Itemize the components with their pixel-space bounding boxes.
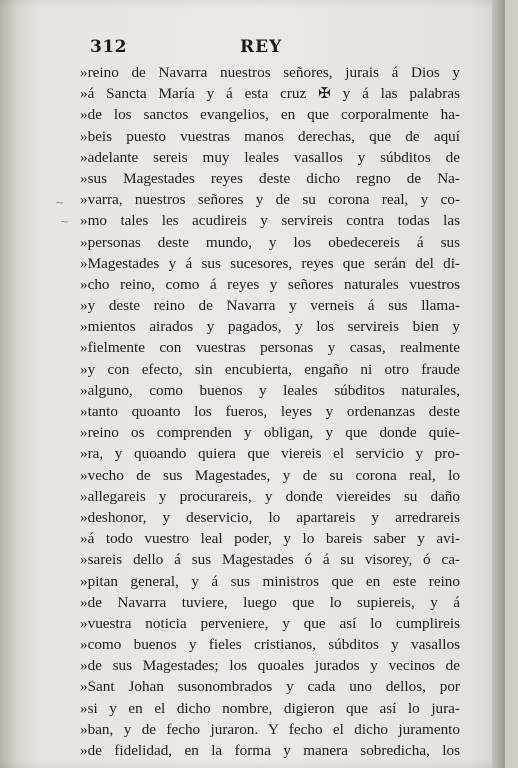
page-edge [492,0,505,768]
text-line: »allegareis y procurareis, y donde viereides su daño [80,487,460,505]
text-line: »Sant Johan susonombrados y cada uno dellos, por [80,678,460,696]
text-line: »cho reino, como á reyes y señores naturales vuestros [80,275,460,293]
text-line: »si y en el dicho nombre, digieron que así lo jura- [80,699,460,717]
text-line: »adelante sereis muy leales vasallos y súbditos de [80,148,460,166]
running-head: REY [240,37,283,57]
text-line: »vecho de sus Magestades, y de su corona real, lo [80,466,460,484]
text-line: »de fidelidad, en la forma y manera sobredicha, los [80,742,460,759]
text-line: »de los sanctos evangelios, en que corporalmente ha- [80,106,460,124]
text-line: »mientos airados y pagados, y los servireis bien y [80,318,460,336]
margin-mark: ~ [60,215,70,228]
text-line: »como buenos y fieles cristianos, súbditos y vasallos [80,636,460,654]
page-number: 312 [90,37,127,57]
text-line: »á todo vuestro leal poder, y lo bareis saber y avi- [80,530,460,548]
text-line: »de Navarra tuviere, luego que lo supiereis, y á [80,593,460,611]
text-line: »ban, y de fecho juraron. Y fecho el dicho juramento [80,720,460,738]
text-line: »á Sancta María y á esta cruz ✠ y á las palabras [80,85,460,103]
text-line: »tanto quoanto los fueros, leyes y ordenanzas deste [80,403,460,420]
text-line: »pitan general, y á sus ministros que en este reino [80,572,460,590]
text-line: »y deste reino de Navarra y verneis á sus llama- [80,297,460,315]
text-line: »fielmente con vuestras personas y casas, realmente [80,339,460,357]
page-header [90,37,460,59]
text-line: »reino os comprenden y obligan, y que donde quie- [80,424,460,442]
text-line: »beis puesto vuestras manos derechas, que de aquí [80,127,460,145]
text-line: »ra, y quoando quiera que viereis el servicio y pro- [80,445,460,463]
text-line: »sareis dello á sus Magestades ó á su visorey, ó ca- [80,551,460,569]
text-line: »varra, nuestros señores y de su corona real, y co- [80,191,460,209]
text-line: »reino de Navarra nuestros señores, jurais á Dios y [80,64,460,81]
body-text [80,62,460,761]
text-line: »mo tales les acudireis y servireis contra todas las [80,212,460,230]
text-line: »alguno, como buenos y leales súbditos naturales, [80,381,460,399]
text-line: »personas deste mundo, y los obedecereis á sus [80,233,460,251]
text-line: »Magestades y á sus sucesores, reyes que serán del di- [80,254,460,272]
text-line: »sus Magestades reyes deste dicho regno de Na- [80,169,460,187]
text-line: »deshonor, y deservicio, lo apartareis y arredrareis [80,508,460,526]
text-line: »de sus Magestades; los quoales jurados y vecinos de [80,657,460,675]
margin-mark: ~ [55,196,65,209]
text-line: »y con efecto, sin encubierta, engaño ni otro fraude [80,360,460,378]
text-line: »vuestra noticia perveniere, y que así lo cumplireis [80,614,460,632]
